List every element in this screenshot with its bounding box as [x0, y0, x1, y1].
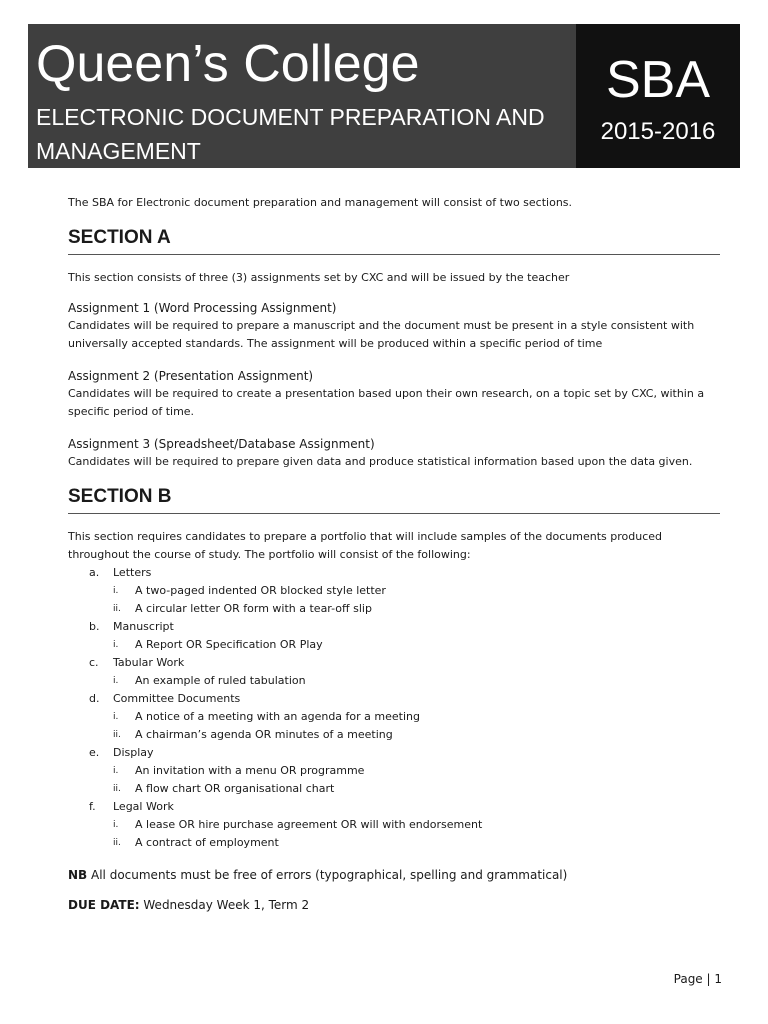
sub-item-text: A contract of employment [135, 836, 279, 849]
sub-marker: i. [113, 640, 119, 650]
section-a-heading: SECTION A [68, 226, 720, 255]
header-banner [28, 24, 740, 168]
list-item-display [68, 744, 720, 798]
sub-list-item [113, 780, 720, 798]
list-marker: b. [89, 620, 100, 633]
sub-list [113, 816, 720, 852]
intro-paragraph: The SBA for Electronic document preparation and management will consist of two sections. [68, 196, 573, 209]
sub-marker: i. [113, 676, 119, 686]
list-marker: d. [89, 692, 100, 705]
nb-label: NB [68, 868, 88, 882]
sub-marker: i. [113, 712, 119, 722]
sub-list-item [113, 600, 720, 618]
list-item-label: Tabular Work [113, 656, 185, 669]
sub-item-text: A notice of a meeting with an agenda for a meeting [135, 710, 420, 723]
header-sba-block [576, 24, 740, 168]
sub-list-item [113, 672, 720, 690]
assignment-body: Candidates will be required to create a presentation based upon their own research, on a topic set by CXC, within a specific period of time. [68, 387, 705, 418]
section-b-heading: SECTION B [68, 485, 720, 514]
assignment-2 [68, 367, 720, 421]
list-item-letters [68, 564, 720, 618]
sub-list-item [113, 726, 720, 744]
list-item-label: Manuscript [113, 620, 174, 633]
nb-note [68, 866, 720, 884]
sub-item-text: A Report OR Specification OR Play [135, 638, 323, 651]
sub-list [113, 672, 720, 690]
page-number: Page | 1 [673, 972, 722, 986]
list-marker: a. [89, 566, 100, 579]
list-marker: f. [89, 800, 96, 813]
list-item-label: Legal Work [113, 800, 174, 813]
sub-list-item [113, 762, 720, 780]
sub-marker: ii. [113, 838, 121, 848]
due-date [68, 896, 720, 914]
sub-list [113, 582, 720, 618]
sub-marker: i. [113, 820, 119, 830]
sub-list-item [113, 582, 720, 600]
sub-marker: ii. [113, 604, 121, 614]
list-item-label: Letters [113, 566, 152, 579]
assignment-3 [68, 435, 720, 471]
sub-marker: ii. [113, 784, 121, 794]
sub-item-text: A circular letter OR form with a tear-off slip [135, 602, 372, 615]
assignment-title: Assignment 1 (Word Processing Assignment) [68, 301, 337, 315]
list-item-manuscript [68, 618, 720, 654]
list-item-label: Committee Documents [113, 692, 241, 705]
assignment-title: Assignment 2 (Presentation Assignment) [68, 369, 314, 383]
sub-list-item [113, 708, 720, 726]
assignment-title: Assignment 3 (Spreadsheet/Database Assignment) [68, 437, 375, 451]
section-b-description: This section requires candidates to prepare a portfolio that will include samples of the documents produced throughout the course of study. The portfolio will consist of the following: [68, 530, 663, 561]
list-item-committee-documents [68, 690, 720, 744]
section-a-description: This section consists of three (3) assignments set by CXC and will be issued by the teacher [68, 271, 570, 284]
due-date-text: Wednesday Week 1, Term 2 [139, 898, 310, 912]
sub-item-text: A two-paged indented OR blocked style letter [135, 584, 386, 597]
sba-label: SBA [605, 51, 711, 109]
sub-list [113, 636, 720, 654]
sub-marker: i. [113, 766, 119, 776]
due-date-label: DUE DATE: [68, 898, 140, 912]
assignment-body: Candidates will be required to prepare given data and produce statistical information based upon the data given. [68, 455, 693, 468]
list-marker: c. [89, 656, 99, 669]
nb-text: All documents must be free of errors (typographical, spelling and grammatical) [87, 868, 568, 882]
document-body [68, 194, 720, 914]
subject-title: ELECTRONIC DOCUMENT PREPARATION AND MANAGEMENT [36, 104, 545, 164]
list-item-legal-work [68, 798, 720, 852]
sub-list-item [113, 636, 720, 654]
list-marker: e. [89, 746, 100, 759]
sub-marker: ii. [113, 730, 121, 740]
sub-item-text: A lease OR hire purchase agreement OR will with endorsement [135, 818, 483, 831]
header-title-block [28, 24, 576, 168]
sub-list-item [113, 834, 720, 852]
academic-year: 2015-2016 [600, 118, 716, 145]
sub-list [113, 708, 720, 744]
sub-item-text: An invitation with a menu OR programme [135, 764, 365, 777]
sub-marker: i. [113, 586, 119, 596]
list-item-tabular-work [68, 654, 720, 690]
college-name: Queen’s College [36, 35, 420, 93]
assignment-1 [68, 299, 720, 353]
sub-list [113, 762, 720, 798]
sub-item-text: A chairman’s agenda OR minutes of a meeting [135, 728, 393, 741]
sub-item-text: An example of ruled tabulation [135, 674, 306, 687]
assignment-body: Candidates will be required to prepare a manuscript and the document must be present in a style consistent with universally accepted standards. The assignment will be produced within a specific period of time [68, 319, 695, 350]
portfolio-list [68, 564, 720, 852]
sub-list-item [113, 816, 720, 834]
list-item-label: Display [113, 746, 154, 759]
sub-item-text: A flow chart OR organisational chart [135, 782, 335, 795]
